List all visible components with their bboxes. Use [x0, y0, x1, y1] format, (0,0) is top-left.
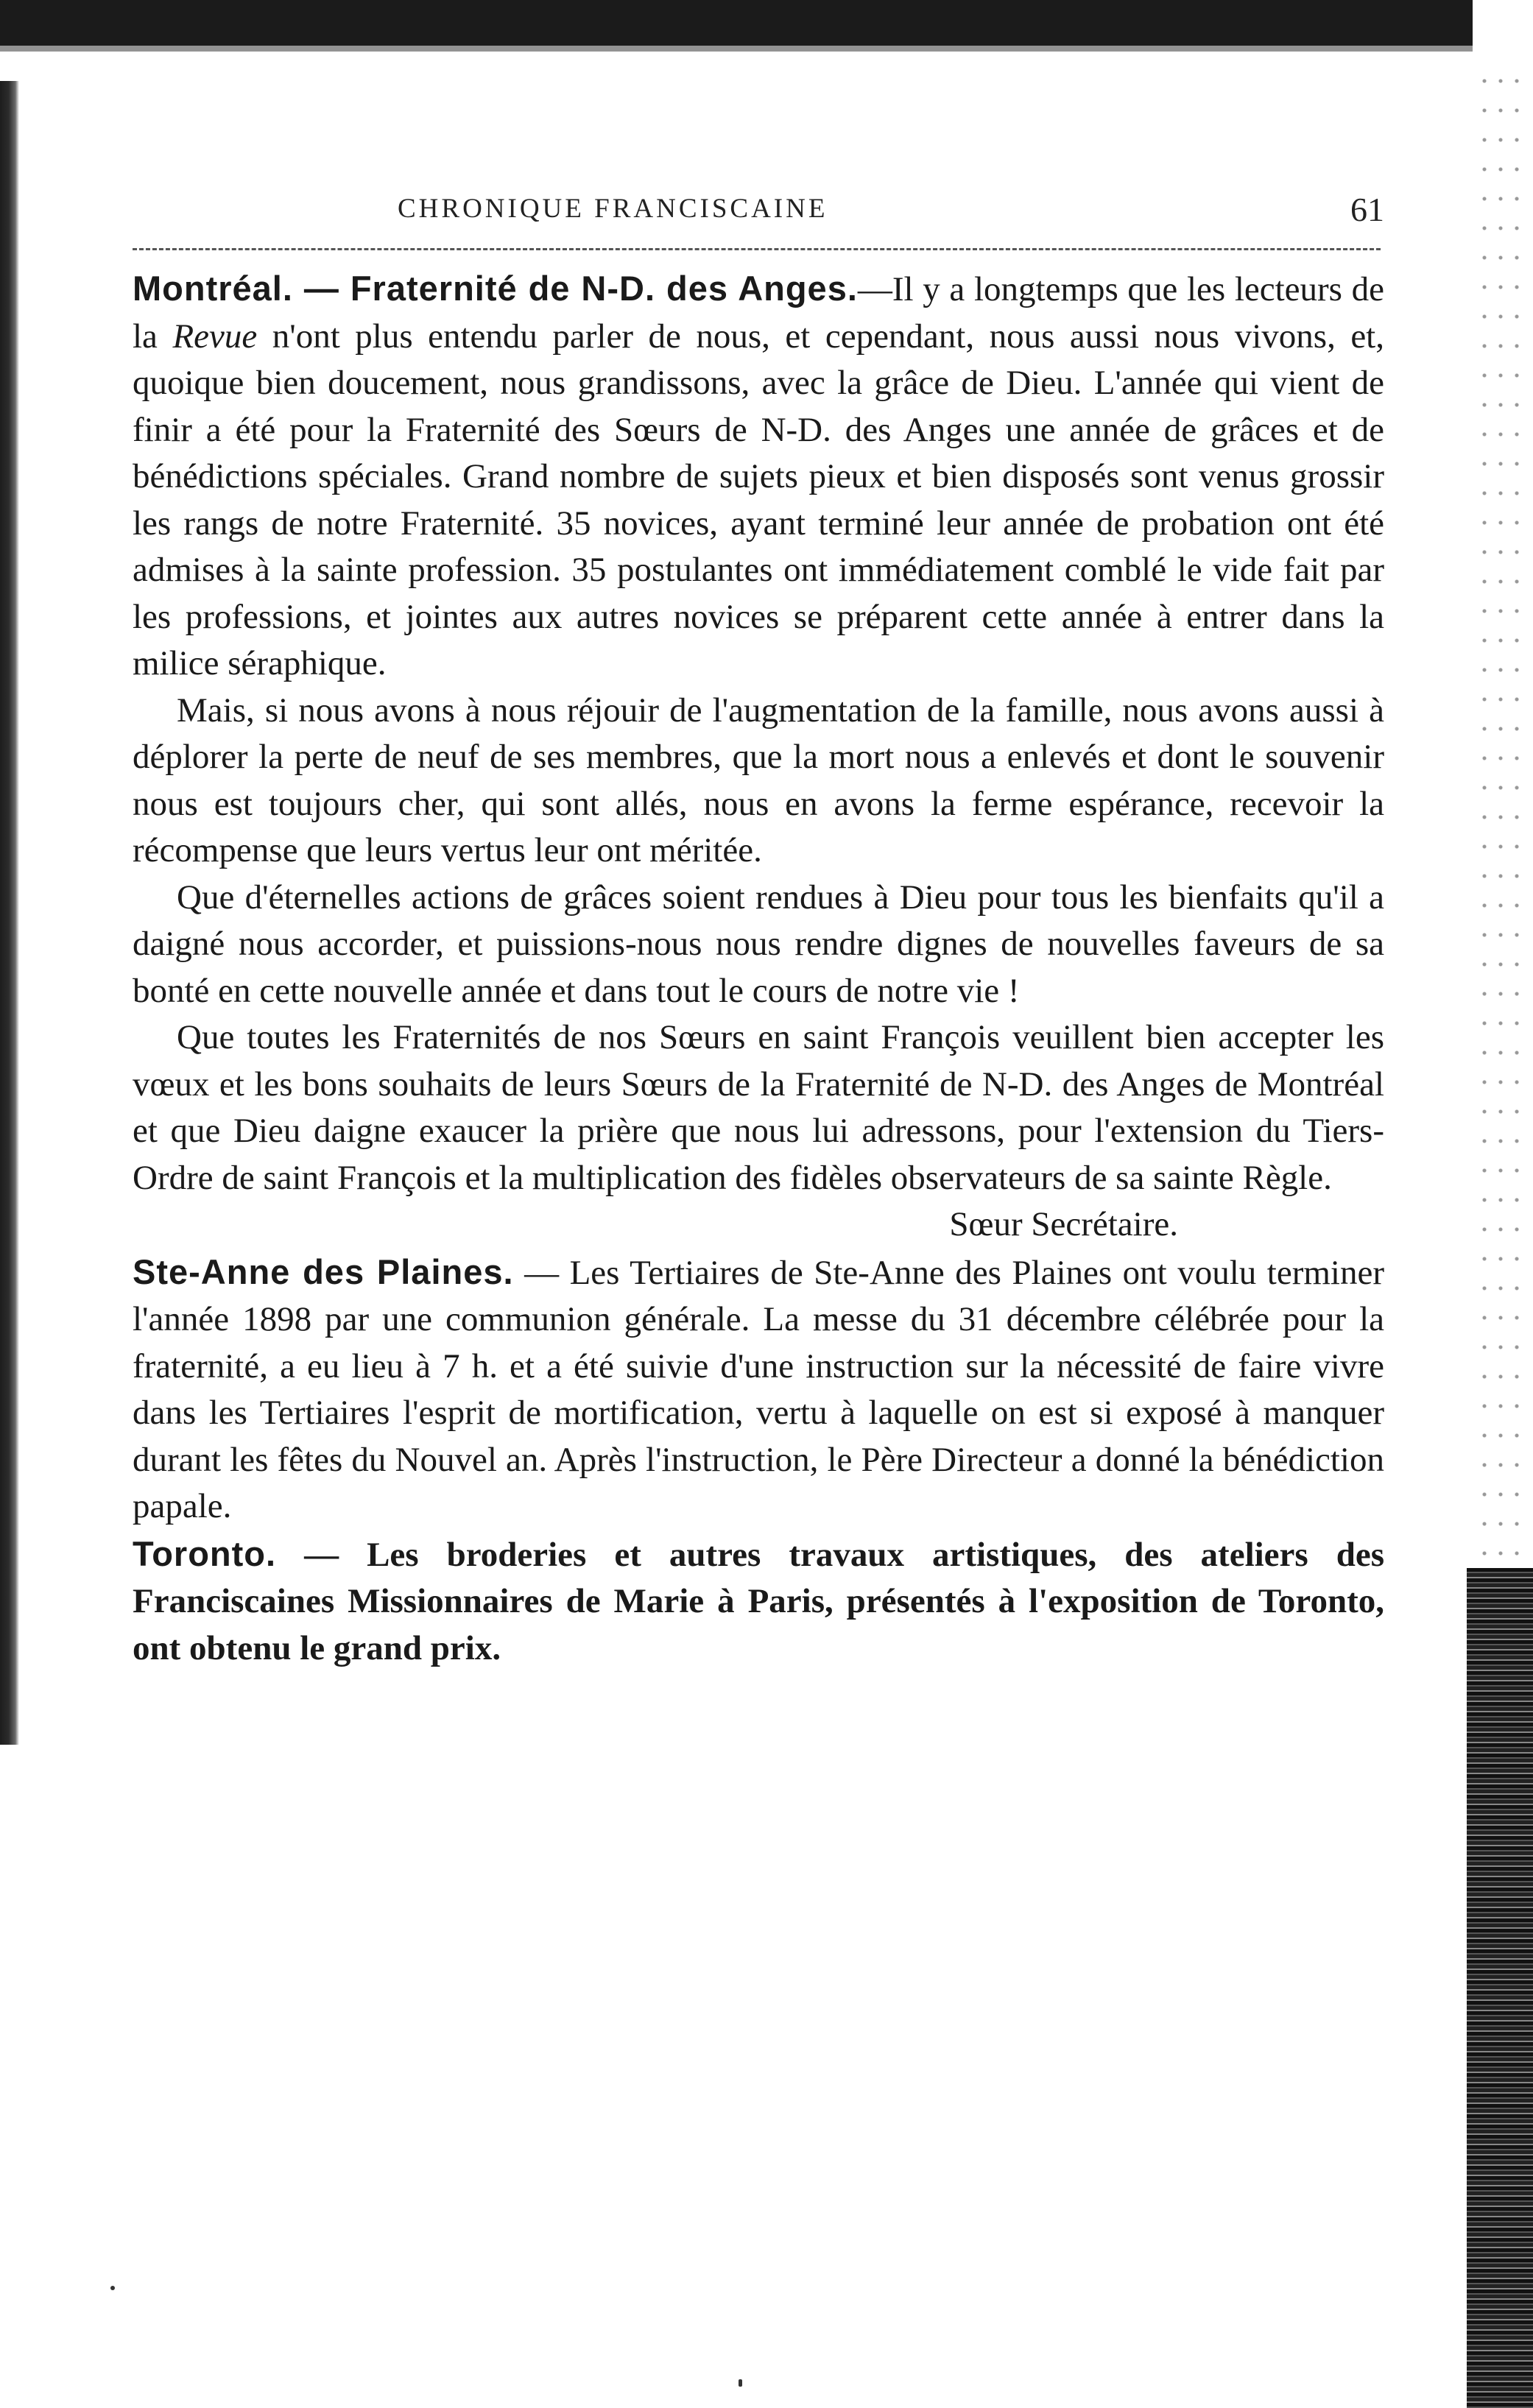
ste-anne-paragraph [133, 1249, 1384, 1530]
montreal-paragraph-4: Que toutes les Fraternités de nos Sœurs en saint François veuillent bien accepter les vœux et les bons souhaits de leurs Sœurs de la Fraternité de N-D. des Anges de Montréal et que Dieu daigne exaucer la prière que nous lui adressons, pour l'extension du Tiers-Ordre de saint François et la multiplication des fidèles observateurs de sa sainte Règle. [133, 1018, 1384, 1197]
scan-speck [739, 2379, 742, 2387]
scan-top-border-shadow [0, 46, 1473, 52]
montreal-p1-part-b: n'ont plus entendu parler de nous, et cependant, nous aussi nous vivons, et, quoique bien doucement, nous grandissons, avec la grâce de Dieu. L'année qui vient de finir a été pour la Fraternité des Sœurs de N-D. des Anges une année de grâces et de bénédictions spéciales. Grand nombre de sujets pieux et bien disposés sont venus grossir les rangs de notre Fraternité. 35 novices, ayant terminé leur année de probation ont été admises à la sainte profession. 35 postulantes ont immédiatement comblé le vide fait par les professions, et jointes aux autres novices se préparent cette année à entrer dans la milice séraphique. [133, 317, 1384, 682]
scan-top-border [0, 0, 1473, 46]
page-number: 61 [1350, 191, 1384, 228]
ste-anne-heading: Ste-Anne des Plaines. [133, 1251, 514, 1291]
montreal-paragraph-1 [133, 265, 1384, 688]
page-body [133, 265, 1384, 1672]
montreal-paragraph-3: Que d'éternelles actions de grâces soient rendues à Dieu pour tous les bienfaits qu'il a daigné nous accorder, et puissions-nous nous rendre dignes de nouvelles faveurs de sa bonté en cette nouvelle année et dans tout le cours de notre vie ! [133, 878, 1384, 1010]
scan-speck [110, 2286, 115, 2290]
toronto-paragraph [133, 1530, 1384, 1673]
toronto-body: — Les broderies et autres travaux artistiques, des ateliers des Franciscaines Missionnaires de Marie à Paris, présentés à l'exposition de Toronto, ont obtenu le grand prix. [133, 1535, 1384, 1667]
header-rule [133, 248, 1381, 250]
toronto-heading: Toronto. [133, 1533, 277, 1573]
revue-title: Revue [172, 317, 258, 356]
scan-right-dark-band [1467, 1568, 1533, 2408]
scan-right-noise [1476, 66, 1520, 1568]
running-title: CHRONIQUE FRANCISCAINE [398, 194, 828, 224]
scan-left-edge [0, 81, 19, 1745]
montreal-heading: Montréal. — Fraternité de N-D. des Anges. [133, 269, 858, 308]
ste-anne-body: — Les Tertiaires de Ste-Anne des Plaines ont voulu terminer l'année 1898 par une communion générale. La messe du 31 décembre célébrée pour la fraternité, a eu lieu à 7 h. et a été suivie d'une instruction sur la nécessité de faire vivre dans les Tertiaires l'esprit de mortification, vertu à laquelle on est si exposé à manquer durant les fêtes du Nouvel an. Après l'instruction, le Père Directeur a donné la bénédiction papale. [133, 1253, 1384, 1525]
montreal-signature: Sœur Secrétaire. [949, 1205, 1178, 1243]
page-header [398, 193, 1384, 237]
montreal-paragraph-2: Mais, si nous avons à nous réjouir de l'augmentation de la famille, nous avons aussi à déplorer la perte de neuf de ses membres, que la mort nous a enlevés et dont le souvenir nous est toujours cher, qui sont allés, nous en avons la ferme espérance, recevoir la récompense que leurs vertus leur ont méritée. [133, 691, 1384, 869]
montreal-p1-part-a: —Il y a longtemps que les lecteurs de la [133, 270, 1384, 356]
scan-right-margin [1462, 66, 1533, 2408]
